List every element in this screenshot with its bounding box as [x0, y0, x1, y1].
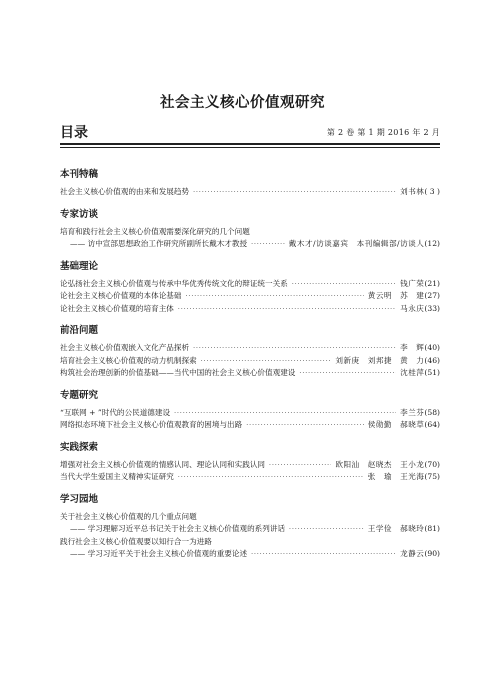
entry-page: (64)	[424, 420, 440, 429]
leader-dots	[193, 187, 396, 200]
toc-entry[interactable]	[60, 290, 440, 303]
journal-title: 社会主义核心价值观研究	[160, 95, 325, 111]
entry-page: (81)	[424, 524, 440, 533]
section-title: 实践探索	[60, 441, 99, 453]
leader-dots	[269, 460, 331, 473]
entry-author: 钱广荣	[400, 278, 425, 288]
toc-entry[interactable]	[60, 419, 440, 432]
table-of-contents	[60, 160, 440, 561]
entry-title: 社会主义核心价值观的由来和发展趋势	[60, 187, 190, 196]
toc-header	[60, 122, 440, 142]
entry-author: 李兰芬	[400, 407, 425, 417]
toc-section	[60, 168, 440, 199]
toc-entry[interactable]	[60, 407, 440, 420]
entry-page: (58)	[424, 407, 440, 417]
toc-entry[interactable]	[60, 186, 440, 199]
entry-author: 黄云明 苏 建	[367, 291, 425, 300]
entry-author: 李 辉	[400, 343, 425, 352]
entry-author: 王学俭 郝晓玲	[367, 524, 425, 533]
leader-dots	[251, 549, 396, 562]
leader-dots	[246, 420, 364, 433]
article-title-line[interactable]: 践行社会主义核心价值观要以知行合一为进路	[60, 536, 212, 546]
entry-title: —— 学习理解习近平总书记关于社会主义核心价值观的系列讲话	[70, 524, 286, 533]
header-rule-thin	[60, 147, 440, 148]
entry-author: 刘新庚 刘邦捷 黄 力	[335, 355, 425, 365]
entry-author: 张 瑜 王光海	[367, 472, 425, 481]
entry-title: 构筑社会治理创新的价值基础——当代中国的社会主义核心价值观建设	[60, 368, 296, 377]
toc-entry[interactable]	[60, 471, 440, 484]
toc-entry[interactable]	[60, 238, 440, 251]
toc-entry[interactable]	[60, 367, 440, 380]
entry-title: 论社会主义核心价值观的本体论基础	[60, 291, 182, 300]
toc-section	[60, 493, 440, 561]
article-title-line[interactable]: 培育和践行社会主义核心价值观需要深化研究的几个问题	[60, 226, 250, 236]
toc-section	[60, 389, 440, 432]
section-title: 基础理论	[60, 260, 99, 272]
entry-title: 当代大学生爱国主义精神实证研究	[60, 472, 174, 481]
entry-page: (75)	[424, 472, 440, 481]
toc-section	[60, 324, 440, 380]
leader-dots	[178, 304, 396, 317]
entry-title: —— 访中宣部思想政治工作研究所副所长戴木才教授	[70, 239, 248, 248]
entry-page: (46)	[424, 355, 440, 365]
toc-title: 目录	[60, 125, 88, 141]
toc-section	[60, 208, 440, 251]
header-rule-thick	[60, 143, 440, 145]
toc-entry[interactable]	[60, 342, 440, 355]
toc-entry[interactable]	[60, 459, 440, 472]
entry-author: 沈桂萍	[400, 368, 425, 377]
entry-title: —— 学习习近平关于社会主义核心价值观的重要论述	[70, 549, 248, 558]
entry-author: 侯勋勤 郝晓草	[367, 420, 425, 429]
entry-title: “互联网 + ”时代的公民道德建设	[60, 407, 171, 417]
leader-dots	[299, 368, 396, 381]
leader-dots	[186, 291, 364, 304]
entry-page: (70)	[424, 459, 440, 469]
entry-page: (21)	[424, 278, 440, 288]
section-title: 专题研究	[60, 389, 99, 401]
leader-dots	[251, 239, 285, 252]
entry-title: 培育社会主义核心价值观的动力机制探索	[60, 355, 197, 365]
toc-section	[60, 260, 440, 316]
toc-entry[interactable]	[60, 355, 440, 368]
entry-title: 社会主义核心价值观嵌入文化产品探析	[60, 343, 190, 352]
entry-page: (33)	[424, 303, 440, 313]
section-title: 学习园地	[60, 493, 99, 505]
toc-entry[interactable]	[60, 523, 440, 536]
entry-page: (90)	[424, 549, 440, 558]
section-title: 本刊特稿	[60, 169, 99, 180]
section-title: 专家访谈	[60, 208, 99, 220]
entry-author: 刘书林	[400, 187, 425, 196]
entry-page: (51)	[424, 368, 440, 377]
entry-title: 网络拟态环境下社会主义核心价值观教育的困境与出路	[60, 420, 243, 429]
leader-dots	[178, 472, 364, 485]
entry-author: 戴木才/访谈嘉宾 本刊编辑部/访谈人	[288, 239, 425, 248]
article-title-line[interactable]: 关于社会主义核心价值观的几个重点问题	[60, 511, 197, 521]
entry-page: (40)	[424, 343, 440, 352]
entry-page: (27)	[424, 291, 440, 300]
toc-section	[60, 441, 440, 484]
entry-author: 马永庆	[400, 303, 425, 313]
entry-title: 增强对社会主义核心价值观的情感认同、理论认同和实践认同	[60, 459, 266, 469]
entry-author: 龙静云	[400, 549, 425, 558]
leader-dots	[289, 524, 364, 537]
issue-info: 第 2 卷 第 1 期 2016 年 2 月	[326, 128, 440, 137]
toc-entry[interactable]	[60, 548, 440, 561]
toc-entry[interactable]	[60, 278, 440, 291]
entry-page: ( 3 )	[424, 187, 440, 196]
entry-author: 欧阳汕 赵晓杰 王小龙	[335, 459, 425, 469]
entry-page: (12)	[424, 239, 440, 248]
entry-title: 论社会主义核心价值观的培育主体	[60, 303, 174, 313]
entry-title: 论弘扬社会主义核心价值观与传承中华优秀传统文化的辩证统一关系	[60, 278, 288, 288]
section-title: 前沿问题	[60, 325, 99, 336]
toc-entry[interactable]	[60, 303, 440, 316]
